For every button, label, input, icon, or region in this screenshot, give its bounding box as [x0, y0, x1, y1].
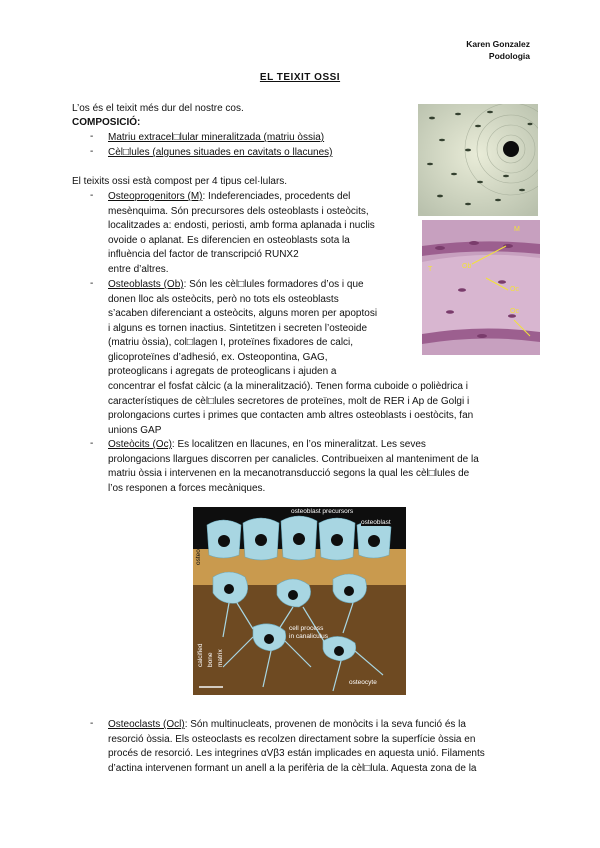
subject-name: Podologia [488, 51, 530, 61]
label-canaliculus: in canaliculus [289, 633, 329, 640]
author-name: Karen Gonzalez [466, 39, 530, 49]
label-process: cell process [289, 625, 324, 632]
label-ob: Ob [462, 263, 472, 270]
osteon-micrograph [418, 104, 538, 216]
text-line: resorció òssia. Els osteoclasts es recolzen directament sobre la superfície òssia en [108, 733, 476, 745]
label-oc: Oc [510, 286, 519, 293]
label-oc: Oc [510, 308, 519, 315]
osteoblasts-term: Osteoblasts (Ob) [108, 279, 184, 290]
intro-text: L’os és el teixit més dur del nostre cos. [72, 103, 244, 114]
text-line: : Són les cèl□lules formadores d’os i que [183, 279, 364, 290]
text-line: procés de resorció. Les integrines αVβ3 están implicades en aquesta unió. Filaments [108, 748, 485, 759]
text-line: concentrar el fosfat càlcic (a la mineralització). Tenen forma cuboide o polièdrica i [108, 381, 468, 392]
text-line: localitzades a: endosti, periosti, amb forma aplanada i nuclis [108, 220, 375, 231]
composition-item: Matriu extracel□lular mineralitzada (matriu òssia) [108, 132, 325, 143]
text-line: : Es localitzen en llacunes, en l’os mineralitzat. Les seves [171, 439, 426, 450]
bone-cell-diagram [193, 507, 406, 695]
cells-intro: El teixits ossi està compost per 4 tipus cel·lulars. [72, 176, 288, 187]
text-line: ovoide o aplanat. Es diferencien en osteoblasts sota la [108, 234, 350, 246]
text-line: prolongacions curtes i primes que contacten amb altres osteoblasts i oestòcits, fan [108, 410, 474, 421]
text-line: : Indeferenciades, procedents del [202, 191, 351, 202]
text-line: prolongacions llargues discorren per canalicles. Contribueixen al manteniment de la [108, 453, 479, 465]
label-matrix: matrix [217, 649, 224, 667]
label-osteoblast: osteoblast [361, 519, 391, 526]
text-line: mesènquima. Són precursores dels osteoblasts i osteòcits, [108, 205, 369, 217]
osteoclasts-paragraph [108, 718, 528, 776]
label-osteocyte: osteocyte [349, 679, 377, 686]
text-line: proteoglicans i agregats de proteoglicans i ajuden a [108, 366, 337, 377]
osteoprogenitors-term: Osteoprogenitors (M) [108, 191, 203, 202]
bullet-dash: - [90, 146, 94, 157]
osteoclasts-term: Osteoclasts (Ocl) [108, 719, 185, 730]
histology-image [422, 220, 540, 355]
text-line: d’actina intervenen formant un anell a la perifèria de la cèl□lula. Aquesta zona de la [108, 762, 477, 774]
composition-heading: COMPOSICIÓ: [72, 117, 141, 128]
osteoprogenitors-paragraph [108, 190, 418, 277]
page-title: EL TEIXIT OSSI [259, 72, 341, 83]
label-calcified: calcified [197, 643, 204, 667]
text-line: l’os responen a forces mecàniques. [108, 482, 266, 494]
label-osteoid: osteoid [195, 544, 202, 565]
text-line: i alguns es tornen inactius. Sintetitzen i secreten l’osteoide [108, 322, 368, 334]
text-line: influència del factor de transcripció RUNX2 [108, 249, 299, 260]
text-line: unions GAP [108, 424, 162, 436]
bullet-dash: - [90, 718, 94, 729]
label-bone: bone [207, 652, 214, 667]
osteoblasts-paragraph [108, 278, 418, 380]
label-t: T [428, 266, 433, 273]
composition-item: Cèl□lules (algunes situades en cavitats o llacunes) [108, 147, 333, 158]
bullet-dash: - [90, 190, 94, 201]
text-line: : Són multinucleats, provenen de monòcits i la seva funció és la [184, 719, 466, 730]
text-line: matriu òssia i intervenen en la mecanotransducció segons la qual les cèl□lules de [108, 468, 470, 479]
bullet-dash: - [90, 278, 94, 289]
label-precursor: osteoblast precursors [291, 508, 354, 515]
bullet-dash: - [90, 438, 94, 449]
text-line: característiques de cèl□lules secretores de proteïnes, molt de RER i Ap de Golgi i [108, 395, 470, 407]
text-line: (matriu òssia), col□lagen I, proteïnes fixadores de calci, [108, 337, 354, 348]
text-line: s’acaben diferenciant a osteòcits, alguns moren per apoptosi [108, 308, 378, 319]
text-line: donen lloc als osteòcits, però no tots els osteoblasts [108, 293, 339, 305]
label-m: M [514, 226, 520, 233]
osteoblasts-wide [108, 380, 528, 438]
text-line: glicoproteïnes d’adhesió, ex. Osteopontina, GAG, [108, 351, 328, 363]
osteocits-paragraph [108, 438, 528, 496]
text-line: entre d’altres. [108, 263, 169, 275]
osteocits-term: Osteòcits (Oc) [108, 439, 172, 450]
bullet-dash: - [90, 131, 94, 142]
